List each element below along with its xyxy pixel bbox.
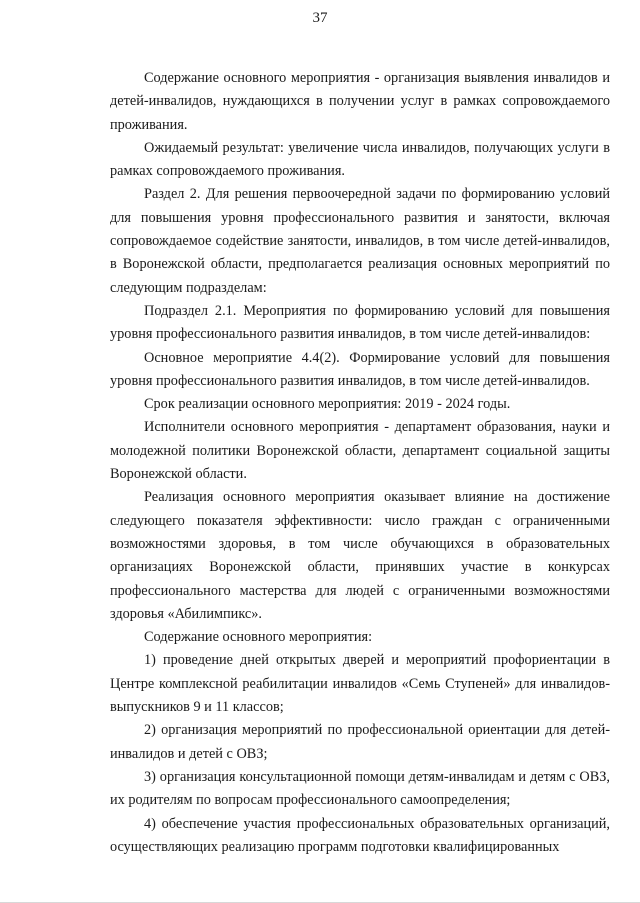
paragraph-subsection-2-1: Подраздел 2.1. Мероприятия по формированию условий для повышения уровня профессионального развития инвалидов, в том числе детей-инвалидов: [110,302,610,343]
paragraph-main-activity-4-4-2: Основное мероприятие 4.4(2). Формирование условий для повышения уровня профессионального развития инвалидов, в том числе детей-инвалидов. [110,349,610,389]
paragraph-efficiency-indicator: Реализация основного мероприятия оказывает влияние на достижение следующего показателя эффективности: число граждан с ограниченными возможностями здоровья, в том числе обучающихся в образовательных организациях Воронежской области, принявших участие в конкурсах профессионального мастерства для людей с ограниченными возможностями здоровья «Абилимпикс». [110,489,610,622]
paragraph-implementation-period: Срок реализации основного мероприятия: 2019 - 2024 годы. [144,396,511,413]
paragraph-content-heading: Содержание основного мероприятия: [144,629,373,646]
list-item-4: 4) обеспечение участия профессиональных образовательных организаций, осуществляющих реализацию программ подготовки квалифицированных [110,815,610,855]
paragraph-section-2: Раздел 2. Для решения первоочередной задачи по формированию условий для повышения уровня профессионального развития и занятости, включая сопровождаемое содействие занятости, инвалидов, в том числе детей-инвалидов, в Воронежской области, предполагается реализация основных мероприятий по следующим подразделам: [110,186,610,296]
list-item-2: 2) организация мероприятий по профессиональной ориентации для детей-инвалидов и детей с ОВЗ; [110,722,610,762]
page-number: 37 [312,10,328,26]
list-item-3: 3) организация консультационной помощи детям-инвалидам и детям с ОВЗ, их родителям по вопросам профессионального самоопределения; [110,768,610,809]
paragraph-executors: Исполнители основного мероприятия - департамент образования, науки и молодежной политики Воронежской области, департамент социальной защиты Воронежской области. [110,419,610,483]
list-item-1: 1) проведение дней открытых дверей и мероприятий профориентации в Центре комплексной реабилитации инвалидов «Семь Ступеней» для инвалидов-выпускников 9 и 11 классов; [110,652,610,716]
paragraph-expected-result: Ожидаемый результат: увеличение числа инвалидов, получающих услуги в рамках сопровождаемого проживания. [110,139,610,180]
paragraph-content-organization: Содержание основного мероприятия - организация выявления инвалидов и детей-инвалидов, нуждающихся в получении услуг в рамках сопровождаемого проживания. [110,70,610,133]
document-body [110,67,610,859]
